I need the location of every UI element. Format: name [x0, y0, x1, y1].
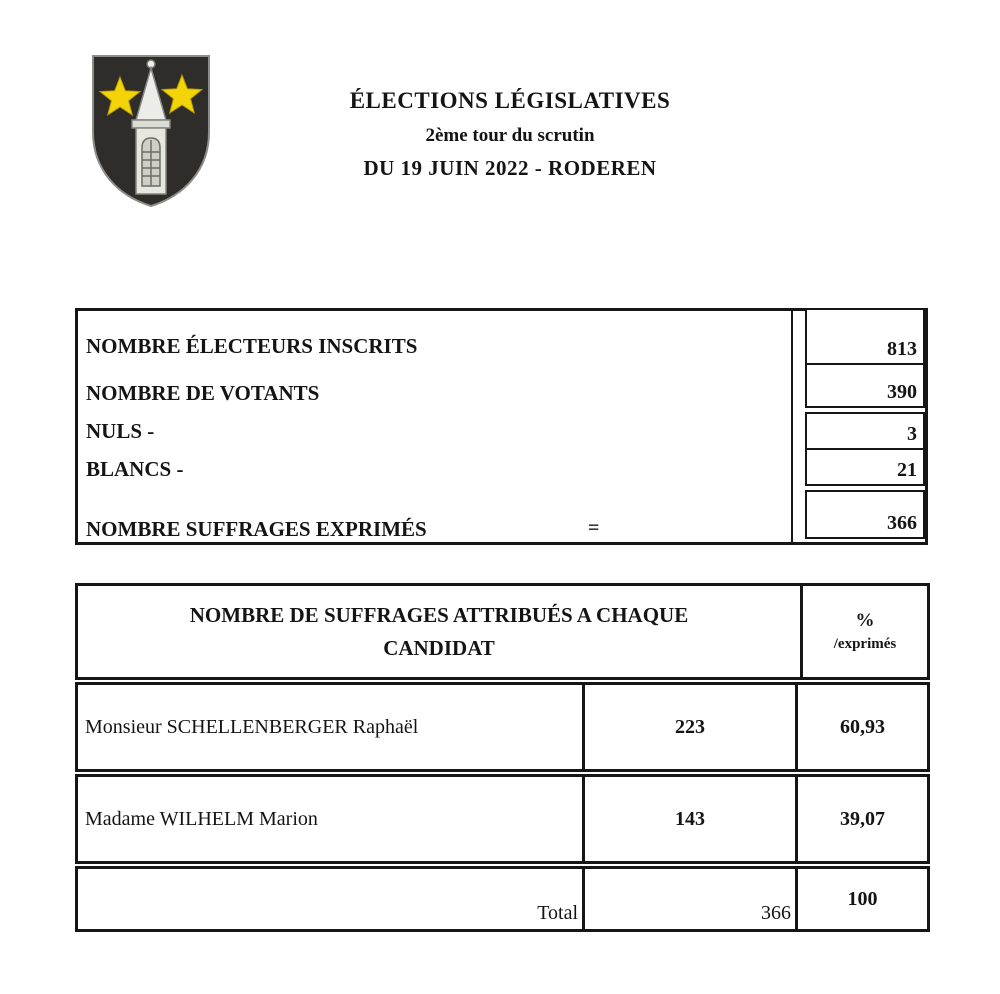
total-row: [75, 866, 930, 932]
candidate-name: Madame WILHELM Marion: [78, 777, 585, 861]
candidate-votes: 223: [585, 685, 798, 769]
percent-sublabel: /exprimés: [833, 636, 897, 652]
summary-table-divider: [791, 308, 793, 545]
summary-values-column: [805, 308, 925, 539]
total-label: Total: [78, 869, 585, 929]
results-table-header: [75, 583, 930, 680]
results-header-title: NOMBRE DE SUFFRAGES ATTRIBUÉS A CHAQUE CANDIDAT: [189, 602, 689, 660]
candidate-row: [75, 682, 930, 772]
summary-row-label: NOMBRE SUFFRAGES EXPRIMÉS: [86, 517, 427, 541]
summary-value-cell: 3: [805, 412, 925, 450]
results-table: [75, 583, 930, 932]
document-header: [290, 88, 730, 181]
summary-table: [75, 308, 928, 545]
summary-value-cell: 390: [805, 363, 925, 408]
page-date-location: DU 19 JUIN 2022 - RODEREN: [363, 156, 657, 180]
total-percent: 100: [847, 887, 878, 910]
coat-of-arms: [87, 52, 215, 212]
summary-value-cell: 366: [805, 490, 925, 539]
candidate-percent: 60,93: [840, 715, 885, 738]
summary-row-label: BLANCS -: [86, 457, 184, 481]
percent-symbol: %: [855, 610, 875, 631]
summary-row-label: NOMBRE DE VOTANTS: [86, 381, 320, 405]
page-subtitle: 2ème tour du scrutin: [425, 125, 595, 146]
summary-value-cell: 813: [805, 308, 925, 365]
page-title: ÉLECTIONS LÉGISLATIVES: [349, 88, 671, 113]
total-votes: 366: [585, 869, 798, 929]
candidate-percent: 39,07: [840, 807, 885, 830]
results-header-percent: [800, 586, 927, 677]
summary-value-cell: 21: [805, 448, 925, 486]
candidate-votes: 143: [585, 777, 798, 861]
summary-row-label: NOMBRE ÉLECTEURS INSCRITS: [86, 334, 418, 358]
candidate-row: [75, 774, 930, 864]
summary-row-label: NULS -: [86, 419, 155, 443]
candidate-name: Monsieur SCHELLENBERGER Raphaël: [78, 685, 585, 769]
equals-sign: =: [588, 517, 600, 539]
